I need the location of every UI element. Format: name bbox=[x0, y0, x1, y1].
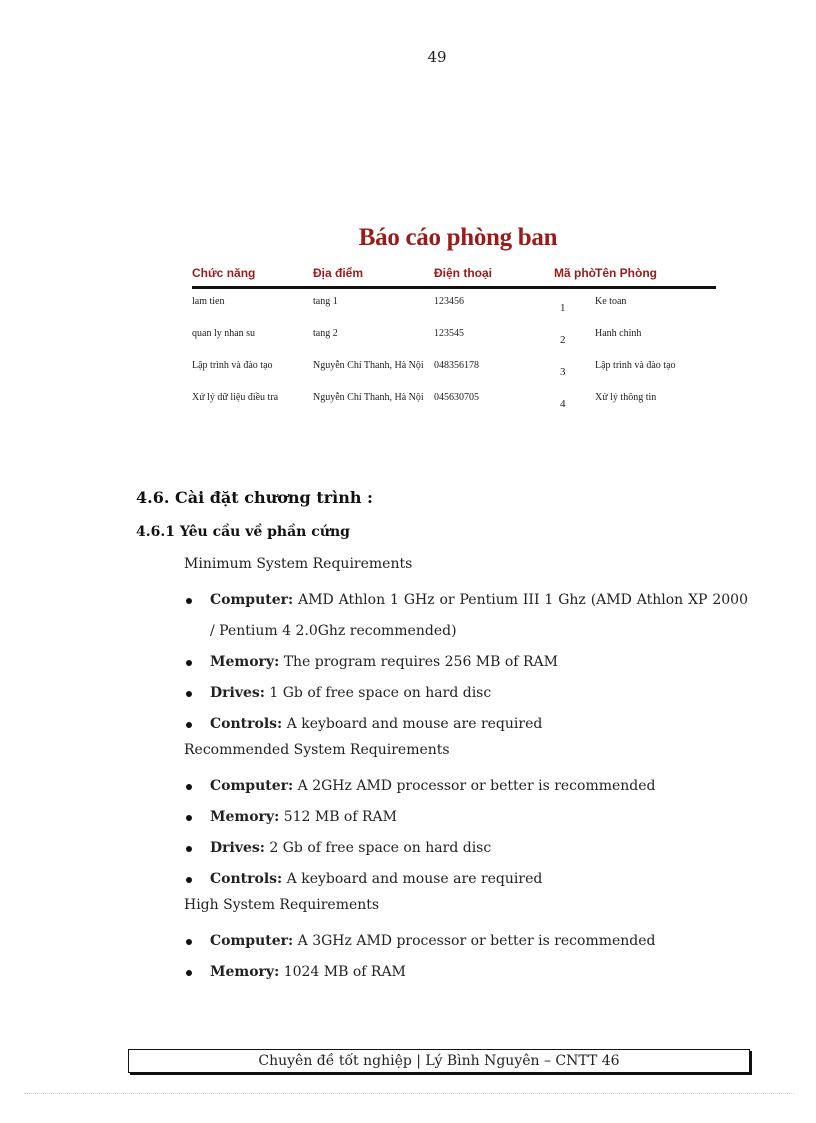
requirements-group-title: Recommended System Requirements bbox=[184, 742, 450, 758]
cell-ma-phong: 2 bbox=[560, 334, 566, 346]
report-header-row bbox=[192, 266, 716, 289]
list-item bbox=[136, 926, 748, 957]
cell-dia-diem: tang 2 bbox=[313, 328, 338, 339]
cell-dien-thoai: 045630705 bbox=[434, 392, 479, 403]
item-label: Drives: bbox=[210, 840, 265, 856]
list-item bbox=[136, 957, 748, 988]
item-label: Computer: bbox=[210, 933, 294, 949]
report-title: Báo cáo phòng ban bbox=[358, 224, 558, 251]
item-text: A keyboard and mouse are required bbox=[286, 716, 543, 732]
cell-ten-phong: Hanh chinh bbox=[595, 328, 642, 339]
requirements-list bbox=[136, 771, 748, 895]
cell-ten-phong: Xử lý thông tin bbox=[595, 392, 657, 403]
cell-ten-phong: Lập trình và đào tạo bbox=[595, 360, 676, 371]
report-row bbox=[192, 353, 716, 385]
column-header-ten-phong: Tên Phòng bbox=[595, 266, 657, 280]
item-label: Controls: bbox=[210, 871, 283, 887]
item-text: A keyboard and mouse are required bbox=[286, 871, 543, 887]
item-label: Memory: bbox=[210, 654, 280, 670]
item-text: 1 Gb of free space on hard disc bbox=[269, 685, 492, 701]
item-label: Memory: bbox=[210, 809, 280, 825]
cell-dien-thoai: 123456 bbox=[434, 296, 464, 307]
report-row bbox=[192, 321, 716, 353]
requirements-list bbox=[136, 585, 748, 740]
item-text: 1024 MB of RAM bbox=[283, 964, 406, 980]
item-text: AMD Athlon 1 GHz or Pentium III 1 Ghz (AMD Athlon XP 2000 / Pentium 4 2.0Ghz recommended) bbox=[210, 592, 748, 639]
cell-dien-thoai: 123545 bbox=[434, 328, 464, 339]
department-report bbox=[192, 224, 716, 417]
cell-ma-phong: 1 bbox=[560, 302, 566, 314]
list-item bbox=[136, 709, 748, 740]
cell-chuc-nang: Lập trình và đào tạo bbox=[192, 360, 273, 371]
item-label: Computer: bbox=[210, 592, 294, 608]
cell-chuc-nang: quan ly nhan su bbox=[192, 328, 256, 339]
requirements-group-title: High System Requirements bbox=[184, 897, 380, 913]
document-body bbox=[136, 488, 748, 988]
report-row bbox=[192, 385, 716, 417]
requirements-list bbox=[136, 926, 748, 988]
list-item bbox=[136, 771, 748, 802]
cell-dia-diem: Nguyễn Chí Thanh, Hà Nội bbox=[313, 360, 424, 371]
cell-ten-phong: Ke toan bbox=[595, 296, 627, 307]
list-item bbox=[136, 864, 748, 895]
item-text: The program requires 256 MB of RAM bbox=[283, 654, 558, 670]
item-text: A 2GHz AMD processor or better is recommended bbox=[297, 778, 656, 794]
item-label: Memory: bbox=[210, 964, 280, 980]
cell-ma-phong: 3 bbox=[560, 366, 566, 378]
item-text: 512 MB of RAM bbox=[283, 809, 397, 825]
page-edge-divider bbox=[24, 1093, 794, 1094]
list-item bbox=[136, 678, 748, 709]
item-text: A 3GHz AMD processor or better is recommended bbox=[297, 933, 656, 949]
page-number: 49 bbox=[427, 48, 447, 66]
column-header-dien-thoai: Điện thoại bbox=[434, 266, 493, 280]
item-text: 2 Gb of free space on hard disc bbox=[269, 840, 492, 856]
list-item bbox=[136, 647, 748, 678]
requirements-group-title: Minimum System Requirements bbox=[184, 556, 413, 572]
cell-chuc-nang: lam tien bbox=[192, 296, 225, 307]
column-header-ma-phong: Mã phò bbox=[554, 266, 596, 280]
item-label: Computer: bbox=[210, 778, 294, 794]
column-header-dia-diem: Địa điểm bbox=[313, 266, 364, 280]
report-row bbox=[192, 289, 716, 321]
page-footer: Chuyên đề tốt nghiệp | Lý Bình Nguyên – CNTT 46 bbox=[128, 1049, 750, 1073]
column-header-chuc-nang: Chức năng bbox=[192, 266, 256, 280]
list-item bbox=[136, 833, 748, 864]
list-item bbox=[136, 802, 748, 833]
cell-chuc-nang: Xử lý dữ liệu điều tra bbox=[192, 392, 279, 403]
list-item bbox=[136, 585, 748, 647]
item-label: Drives: bbox=[210, 685, 265, 701]
subsection-heading: 4.6.1 Yêu cầu về phần cứng bbox=[136, 524, 350, 540]
cell-dia-diem: Nguyễn Chí Thanh, Hà Nội bbox=[313, 392, 424, 403]
cell-dia-diem: tang 1 bbox=[313, 296, 338, 307]
cell-dien-thoai: 048356178 bbox=[434, 360, 479, 371]
cell-ma-phong: 4 bbox=[560, 398, 566, 410]
section-heading: 4.6. Cài đặt chương trình : bbox=[136, 488, 373, 507]
item-label: Controls: bbox=[210, 716, 283, 732]
